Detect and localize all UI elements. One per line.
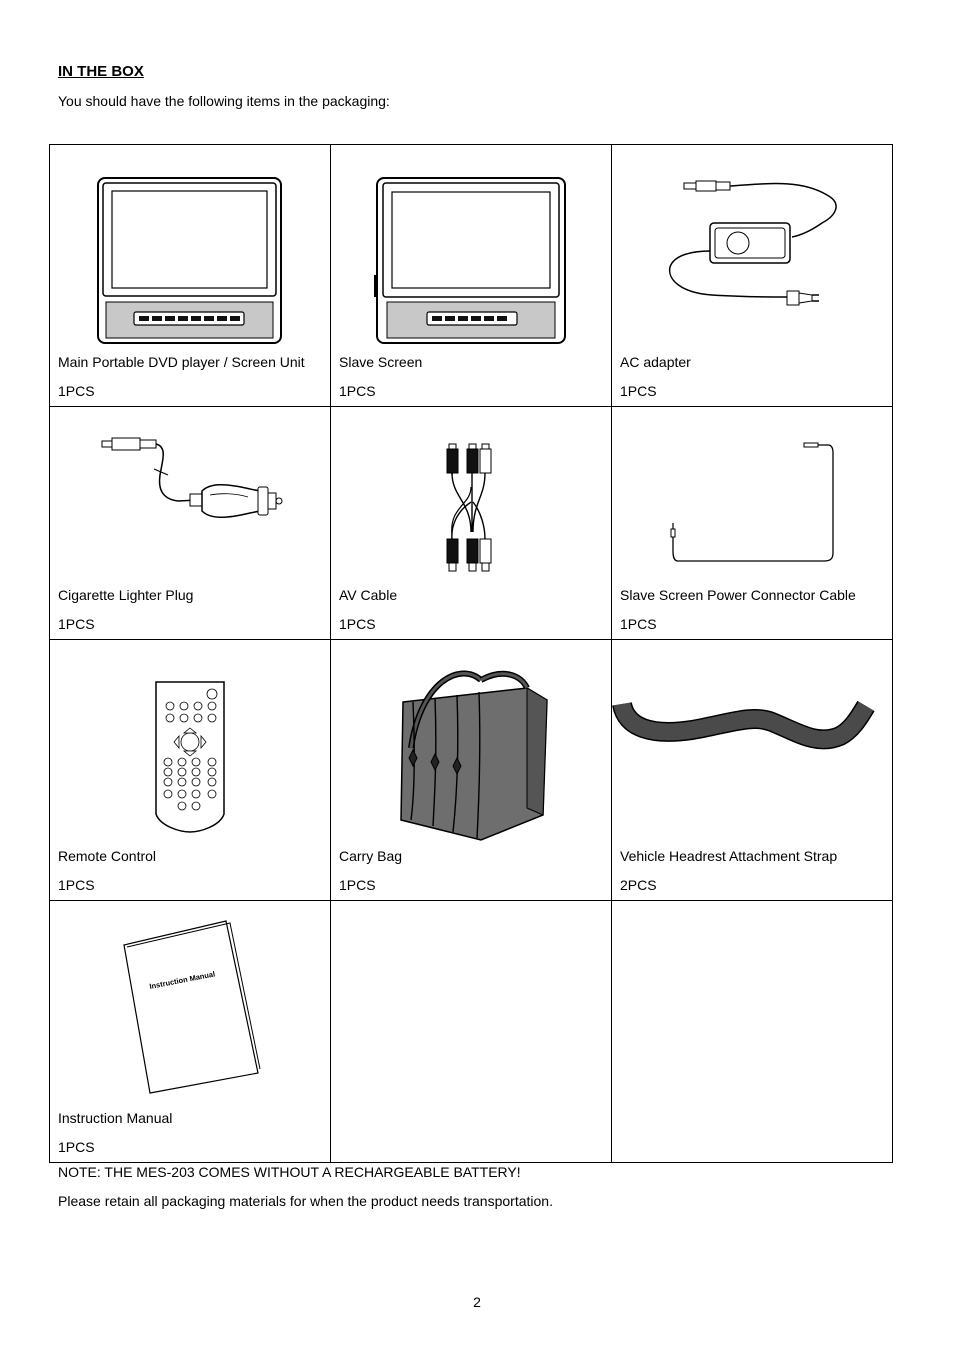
item-quantity: 1PCS — [339, 877, 376, 893]
item-cell — [331, 407, 612, 640]
item-quantity: 2PCS — [620, 877, 657, 893]
item-cell — [331, 145, 612, 407]
dvd-player-icon — [50, 145, 330, 350]
page-number: 2 — [473, 1294, 481, 1310]
item-quantity: 1PCS — [339, 616, 376, 632]
slave-screen-icon — [331, 145, 611, 350]
item-label: AC adapter — [620, 354, 691, 370]
item-label: Remote Control — [58, 848, 157, 864]
item-cell — [331, 640, 612, 901]
item-label: Main Portable DVD player / Screen Unit — [58, 354, 305, 370]
item-cell — [50, 640, 331, 901]
packaging-note: Please retain all packaging materials for when the product needs transportation. — [58, 1193, 553, 1209]
item-cell — [612, 407, 893, 640]
item-cell — [612, 145, 893, 407]
section-heading: IN THE BOX — [58, 63, 144, 80]
item-cell — [50, 901, 331, 1163]
item-label: Instruction Manual — [58, 1110, 173, 1126]
car-plug-icon — [50, 407, 330, 587]
item-quantity: 1PCS — [620, 383, 657, 399]
av-cable-icon — [331, 407, 611, 587]
intro-text: You should have the following items in the packaging: — [58, 93, 390, 109]
item-label: Carry Bag — [339, 848, 403, 864]
item-quantity: 1PCS — [58, 1139, 95, 1155]
item-quantity: 1PCS — [58, 383, 95, 399]
item-label: Slave Screen — [339, 354, 423, 370]
item-quantity: 1PCS — [58, 616, 95, 632]
item-label: Vehicle Headrest Attachment Strap — [620, 848, 838, 864]
item-label: Slave Screen Power Connector Cable — [620, 587, 856, 603]
empty-cell — [331, 901, 612, 1163]
power-cable-icon — [612, 407, 892, 587]
item-quantity: 1PCS — [620, 616, 657, 632]
remote-control-icon — [50, 640, 330, 845]
ac-adapter-icon — [612, 145, 892, 350]
item-label: AV Cable — [339, 587, 398, 603]
item-label: Cigarette Lighter Plug — [58, 587, 194, 603]
battery-note: NOTE: THE MES-203 COMES WITHOUT A RECHARGEABLE BATTERY! — [58, 1164, 521, 1180]
item-quantity: 1PCS — [58, 877, 95, 893]
item-cell — [50, 145, 331, 407]
item-cell — [50, 407, 331, 640]
item-quantity: 1PCS — [339, 383, 376, 399]
items-table — [49, 144, 893, 1163]
strap-icon — [612, 640, 892, 845]
item-cell — [612, 640, 893, 901]
manual-cover-text: Instruction Manual — [148, 969, 216, 991]
carry-bag-icon — [331, 640, 611, 845]
manual-icon — [50, 901, 330, 1106]
empty-cell — [612, 901, 893, 1163]
